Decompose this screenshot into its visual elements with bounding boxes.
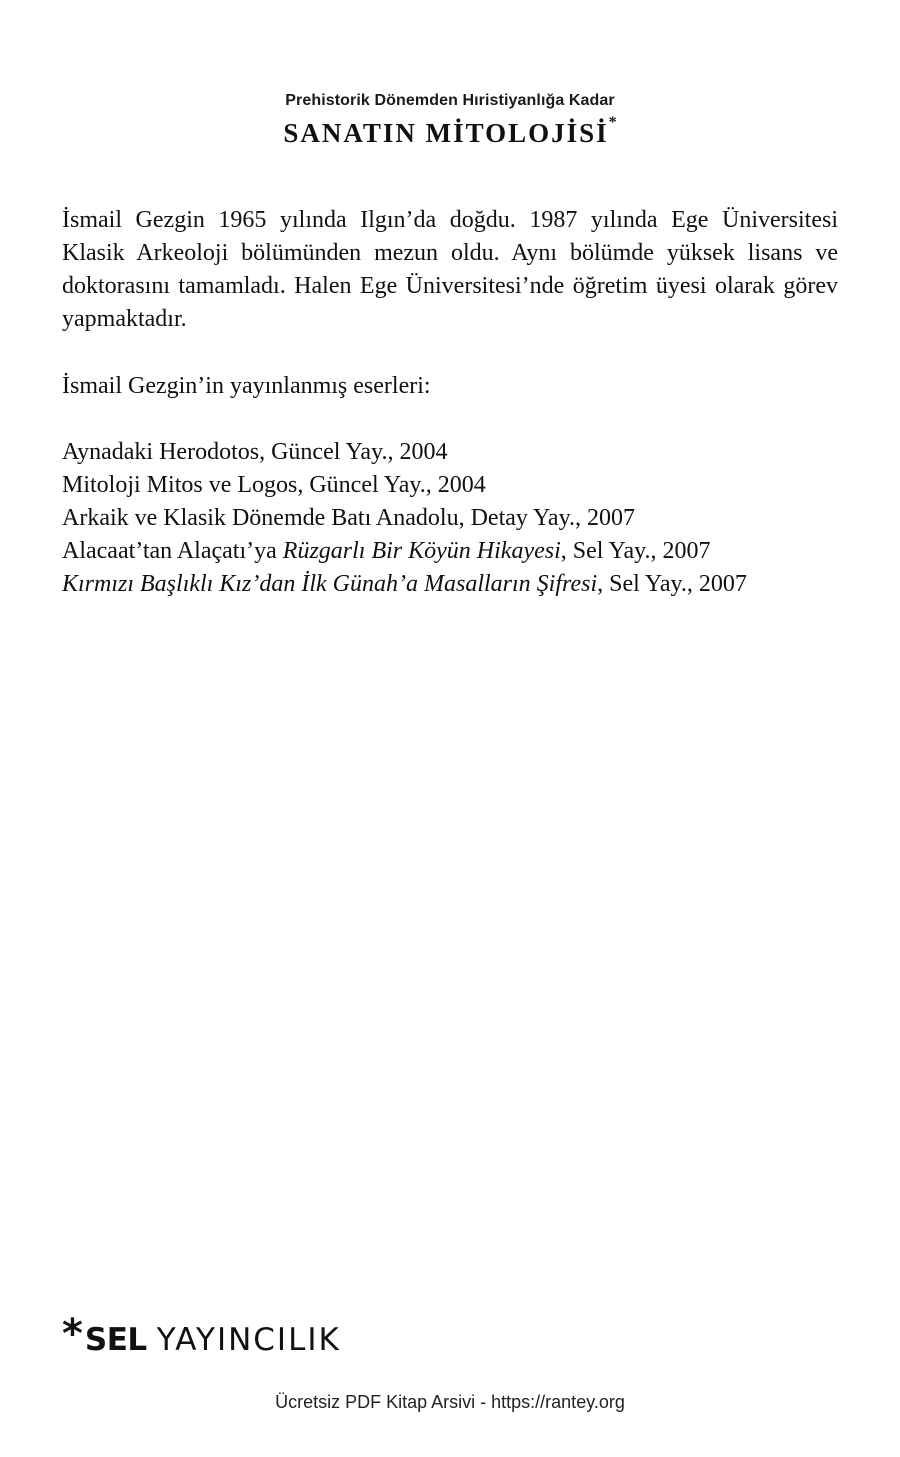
page-header — [0, 92, 900, 149]
work-item: Aynadaki Herodotos, Güncel Yay., 2004 — [62, 439, 448, 465]
work-item: Mitoloji Mitos ve Logos, Güncel Yay., 2004 — [62, 472, 486, 498]
work-post: , Sel Yay., 2007 — [597, 571, 747, 597]
publisher-name-bold: SEL — [84, 1322, 147, 1358]
book-title — [0, 114, 900, 149]
book-title-text: SANATIN MİTOLOJİSİ — [283, 118, 609, 148]
author-bio: İsmail Gezgin 1965 yılında Ilgın’da doğdu. 1987 yılında Ege Üniversitesi Klasik Arkeoloji bölümünden mezun oldu. Aynı bölümde yüksek lisans ve doktorasını tamamladı. Halen Ege Üniversitesi’nde öğretim üyesi olarak görev yapmaktadır. — [62, 207, 838, 332]
work-item — [62, 535, 862, 568]
work-italic-title: Kırmızı Başlıklı Kız’dan İlk Günah’a Masalların Şifresi — [62, 571, 598, 597]
works-heading: İsmail Gezgin’in yayınlanmış eserleri: — [62, 373, 431, 399]
work-pre: Alacaat’tan Alaçatı’ya — [62, 538, 283, 564]
works-list — [62, 436, 862, 601]
work-item: Arkaik ve Klasik Dönemde Batı Anadolu, Detay Yay., 2007 — [62, 505, 636, 531]
publisher-star-icon: * — [62, 1311, 83, 1357]
publisher-name-rest: YAYINCILIK — [156, 1322, 341, 1358]
book-subtitle: Prehistorik Dönemden Hıristiyanlığa Kadar — [285, 92, 615, 109]
footer-note: Ücretsiz PDF Kitap Arsivi - https://rantey.org — [275, 1392, 625, 1412]
work-item — [62, 568, 862, 601]
publisher-logo — [62, 1311, 341, 1360]
work-post: , Sel Yay., 2007 — [560, 538, 711, 564]
title-footnote-mark: * — [608, 114, 617, 131]
work-italic-title: Rüzgarlı Bir Köyün Hikayesi — [282, 538, 561, 564]
